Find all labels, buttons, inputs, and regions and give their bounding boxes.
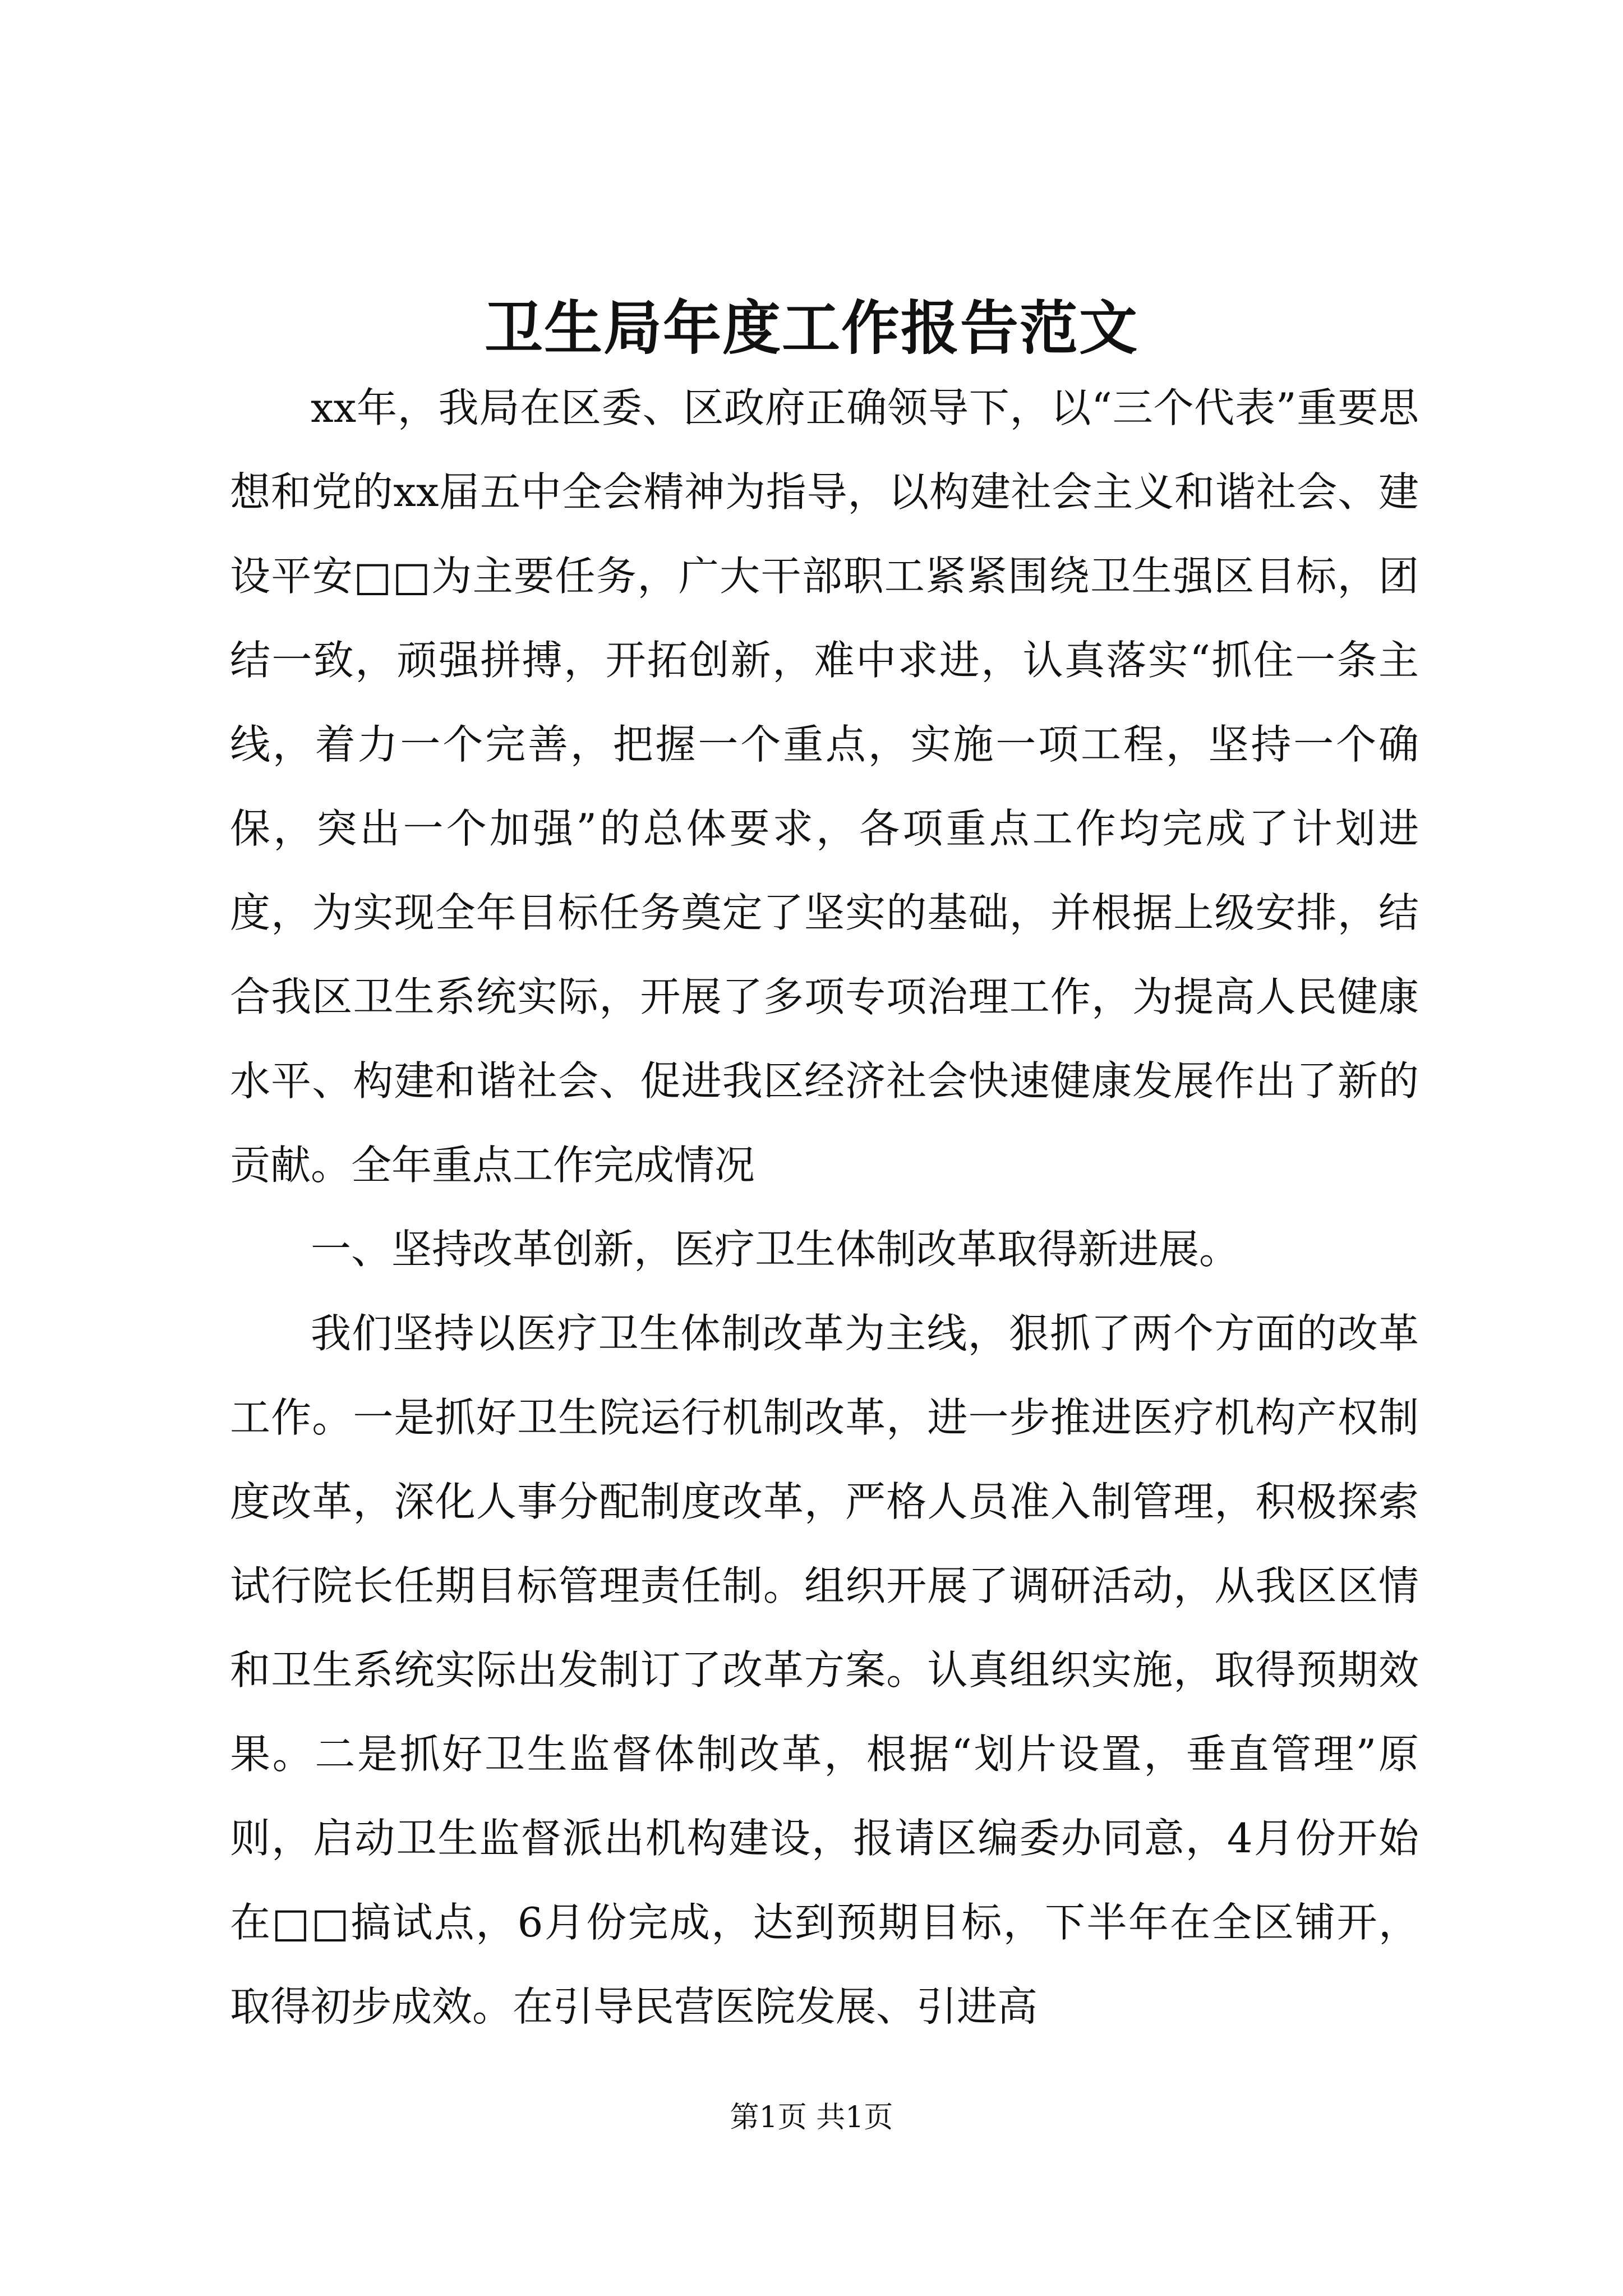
paragraph-intro: xx年，我局在区委、区政府正确领导下，以“三个代表”重要思想和党的xx届五中全会精神为指导，以构建社会主义和谐社会、建设平安□□为主要任务，广大干部职工紧紧围绕卫生强区目标，团结一致，顽强拼搏，开拓创新，难中求进，认真落实“抓住一条主线，着力一个完善，把握一个重点，实施一项工程，坚持一个确保，突出一个加强”的总体要求，各项重点工作均完成了计划进度，为实现全年目标任务奠定了坚实的基础，并根据上级安排，结合我区卫生系统实际，开展了多项专项治理工作，为提高人民健康水平、构建和谐社会、促进我区经济社会快速健康发展作出了新的贡献。全年重点工作完成情况 <box>230 384 1419 1189</box>
paragraph-section-heading: 一、坚持改革创新，医疗卫生体制改革取得新进展。 <box>311 1226 1240 1273</box>
paragraph-reform: 我们坚持以医疗卫生体制改革为主线，狠抓了两个方面的改革工作。一是抓好卫生院运行机制改革，进一步推进医疗机构产权制度改革，深化人事分配制度改革，严格人员准入制管理，积极探索试行院长任期目标管理责任制。组织开展了调研活动，从我区区情和卫生系统实际出发制订了改革方案。认真组织实施，取得预期效果。二是抓好卫生监督体制改革，根据“划片设置，垂直管理”原则，启动卫生监督派出机构建设，报请区编委办同意，4月份开始在□□搞试点，6月份完成，达到预期目标，下半年在全区铺开，取得初步成效。在引导民营医院发展、引进高 <box>230 1310 1419 2030</box>
document-body <box>230 366 1419 2049</box>
document-title: 卫生局年度工作报告范文 <box>484 293 1138 362</box>
page-footer: 第1页 共1页 <box>730 2101 893 2134</box>
